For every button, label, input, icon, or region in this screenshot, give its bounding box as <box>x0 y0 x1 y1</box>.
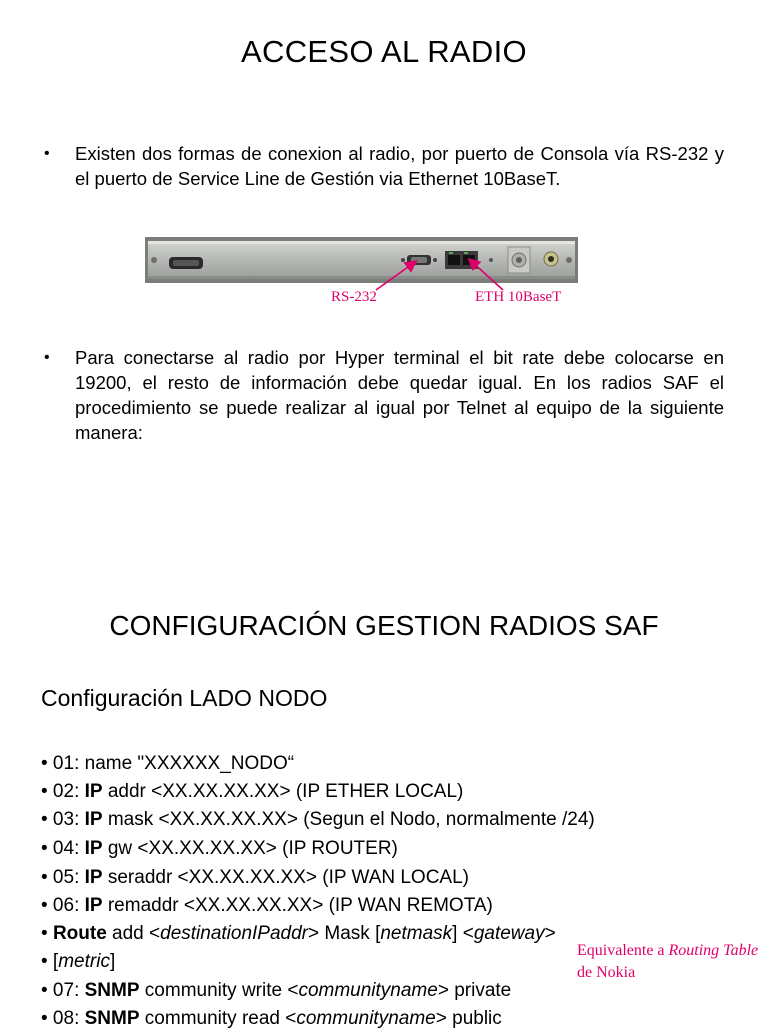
annotation-arrows <box>0 0 768 320</box>
config-line-06: • 06: IP remaddr <XX.XX.XX.XX> (IP WAN REMOTA) <box>41 895 493 916</box>
bullet: • <box>44 145 50 162</box>
config-line-02: • 02: IP addr <XX.XX.XX.XX> (IP ETHER LOCAL) <box>41 781 464 802</box>
config-line-07: • 07: SNMP community write <communityname> private <box>41 980 512 1001</box>
eth-arrow <box>470 260 503 290</box>
config-line-metric: • [metric] <box>41 951 116 972</box>
config-line-01: • 01: name "XXXXXX_NODO“ <box>41 753 295 774</box>
rs232-label: RS-232 <box>331 289 377 305</box>
eth-label: ETH 10BaseT <box>475 289 562 305</box>
config-line-04: • 04: IP gw <XX.XX.XX.XX> (IP ROUTER) <box>41 838 398 859</box>
paragraph-hyperterminal <box>44 345 724 445</box>
routing-table-note: Equivalente a Routing Table de Nokia <box>577 942 759 981</box>
page-title: ACCESO AL RADIO <box>241 34 527 69</box>
config-line-05: • 05: IP seraddr <XX.XX.XX.XX> (IP WAN LOCAL) <box>41 867 469 888</box>
section-title: CONFIGURACIÓN GESTION RADIOS SAF <box>109 610 659 641</box>
config-line-route: • Route add <destinationIPaddr> Mask [netmask] <gateway> <box>41 923 556 944</box>
bullet: • <box>44 349 50 366</box>
config-line-03: • 03: IP mask <XX.XX.XX.XX> (Segun el Nodo, normalmente /24) <box>41 809 595 830</box>
section-subtitle: Configuración LADO NODO <box>41 685 328 711</box>
paragraph-text: Para conectarse al radio por Hyper terminal el bit rate debe colocarse en 19200, el resto de información debe quedar igual. En los radios SAF el procedimiento se puede realizar al igual por Telnet al equipo de la siguiente manera: <box>75 347 724 443</box>
rs232-arrow <box>376 262 415 290</box>
config-line-08: • 08: SNMP community read <communityname> public <box>41 1008 502 1029</box>
paragraph-text: Existen dos formas de conexion al radio, por puerto de Consola vía RS-232 y el puerto de Service Line de Gestión via Ethernet 10BaseT. <box>75 143 724 189</box>
